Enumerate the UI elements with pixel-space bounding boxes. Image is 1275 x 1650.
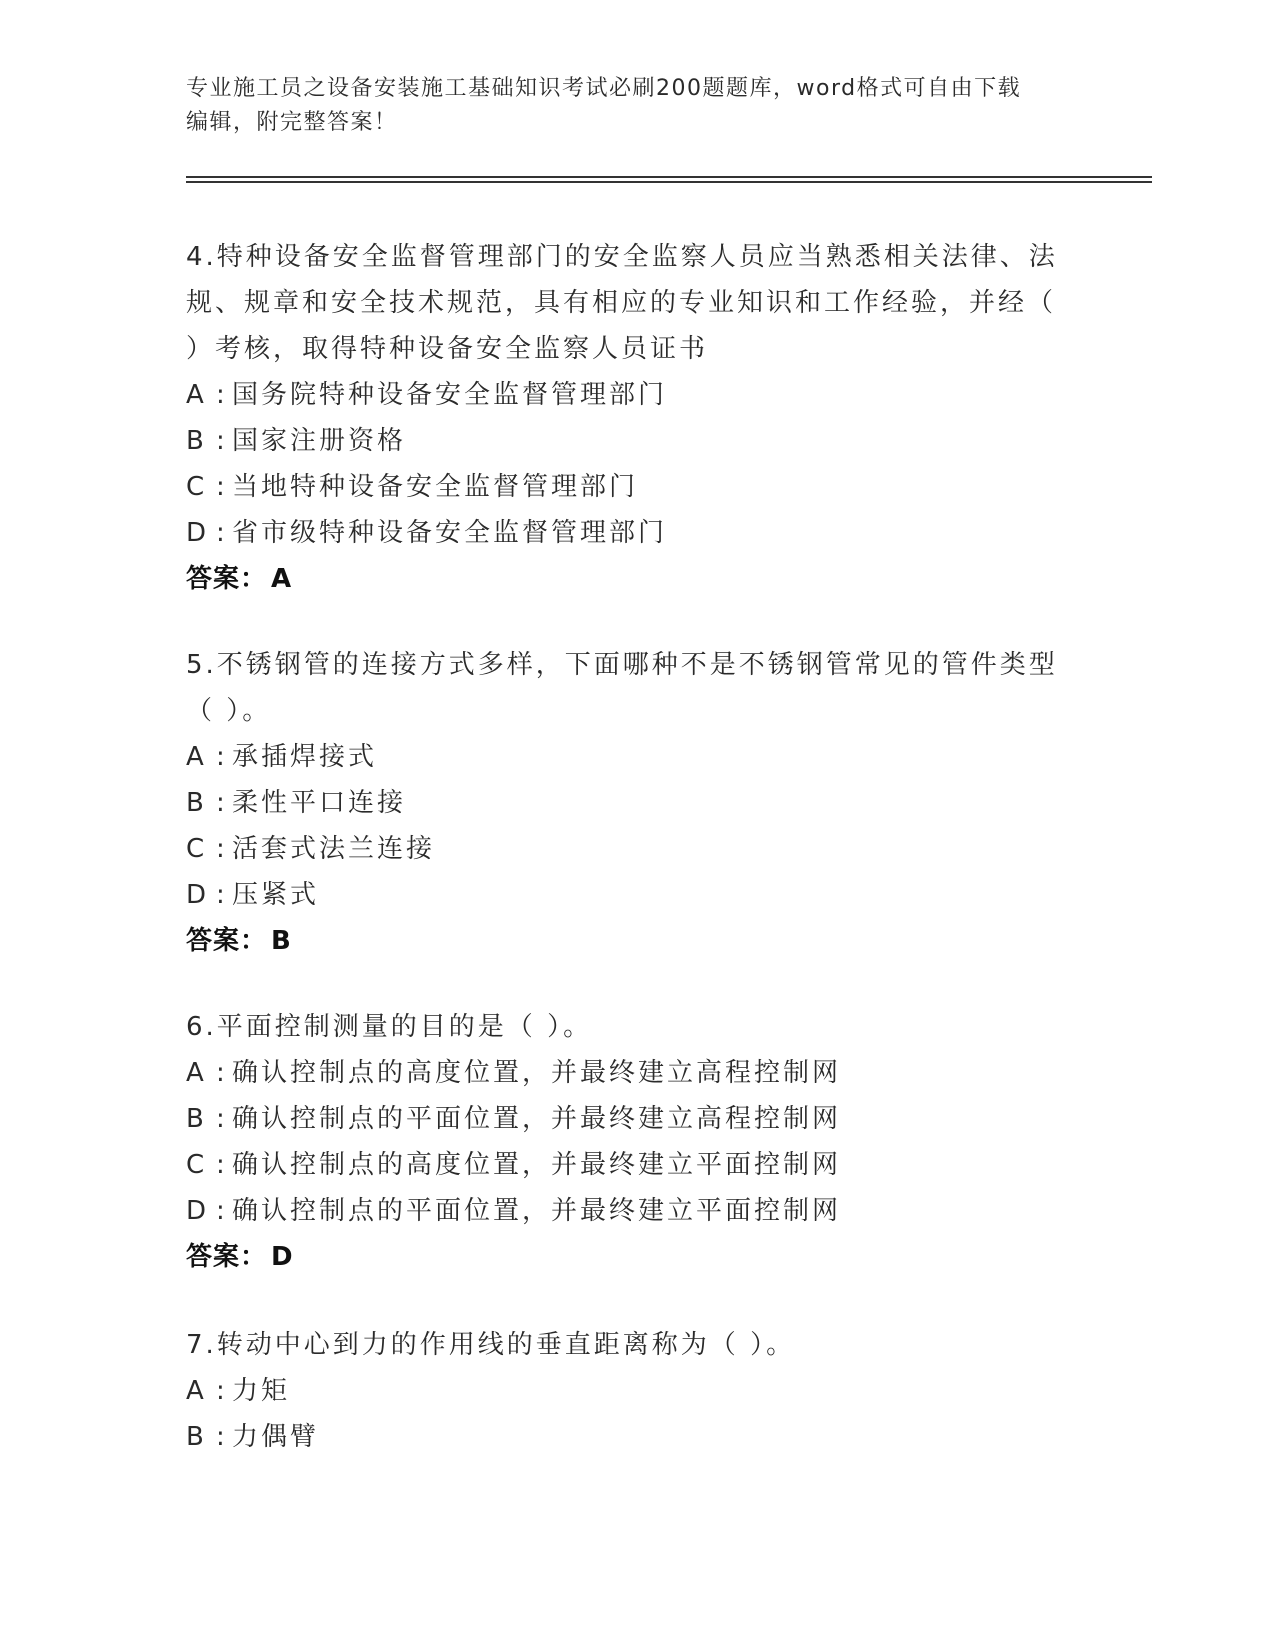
option-separator: : [216, 380, 225, 410]
option-letter: D [186, 880, 207, 910]
option-d [186, 872, 1086, 918]
option-separator: : [216, 518, 225, 548]
option-letter: A [186, 742, 204, 772]
question-stem-line: （ ）。 [186, 696, 272, 726]
answer-label: 答案： [186, 1242, 268, 1272]
question-6 [186, 1004, 1086, 1280]
question-stem-line: 5.不锈钢管的连接方式多样，下面哪种不是不锈钢管常见的管件类型 [186, 650, 1058, 680]
option-separator: : [216, 742, 225, 772]
option-text: 省市级特种设备安全监督管理部门 [232, 518, 668, 548]
option-text: 国务院特种设备安全监督管理部门 [232, 380, 668, 410]
option-text: 活套式法兰连接 [232, 834, 436, 864]
option-text: 承插焊接式 [232, 742, 378, 772]
option-separator: : [216, 1150, 225, 1180]
option-b [186, 418, 1086, 464]
question-stem-line: 4.特种设备安全监督管理部门的安全监察人员应当熟悉相关法律、法 [186, 242, 1058, 272]
option-a [186, 1050, 1086, 1096]
question-stem-line: 7.转动中心到力的作用线的垂直距离称为（ ）。 [186, 1330, 796, 1360]
option-separator: : [216, 834, 225, 864]
option-separator: : [216, 472, 225, 502]
option-b [186, 780, 1086, 826]
option-text: 国家注册资格 [232, 426, 407, 456]
option-separator: : [216, 1376, 225, 1406]
option-separator: : [216, 1422, 225, 1452]
option-text: 当地特种设备安全监督管理部门 [232, 472, 639, 502]
option-letter: C [186, 1150, 205, 1180]
answer-line [186, 556, 1086, 602]
option-letter: D [186, 1196, 207, 1226]
option-text: 确认控制点的平面位置，并最终建立平面控制网 [232, 1196, 842, 1226]
answer-line [186, 1234, 1086, 1280]
option-letter: C [186, 472, 205, 502]
option-d [186, 1188, 1086, 1234]
option-separator: : [216, 1058, 225, 1088]
header-divider-top [186, 176, 1152, 178]
option-letter: D [186, 518, 207, 548]
option-separator: : [216, 426, 225, 456]
option-text: 力矩 [232, 1376, 291, 1406]
header-line-2: 编辑，附完整答案！ [186, 110, 398, 135]
answer-value: D [271, 1242, 294, 1272]
option-letter: B [186, 788, 204, 818]
header-line-1: 专业施工员之设备安装施工基础知识考试必刷200题题库，word格式可自由下载 [186, 76, 1022, 101]
option-b [186, 1096, 1086, 1142]
document-header [186, 72, 1076, 140]
option-b [186, 1414, 1086, 1460]
header-divider-bottom [186, 181, 1152, 183]
question-stem-line: ）考核，取得特种设备安全监察人员证书 [186, 334, 709, 364]
option-text: 确认控制点的平面位置，并最终建立高程控制网 [232, 1104, 842, 1134]
option-letter: A [186, 1058, 204, 1088]
answer-label: 答案： [186, 926, 268, 956]
option-letter: A [186, 380, 204, 410]
option-c [186, 1142, 1086, 1188]
option-letter: C [186, 834, 205, 864]
question-stem-line: 6.平面控制测量的目的是（ ）。 [186, 1012, 593, 1042]
question-stem-line: 规、规章和安全技术规范，具有相应的专业知识和工作经验，并经（ [186, 288, 1057, 318]
option-c [186, 826, 1086, 872]
option-text: 确认控制点的高度位置，并最终建立平面控制网 [232, 1150, 842, 1180]
option-letter: B [186, 1104, 204, 1134]
answer-line [186, 918, 1086, 964]
option-letter: A [186, 1376, 204, 1406]
option-separator: : [216, 880, 225, 910]
option-letter: B [186, 1422, 204, 1452]
option-separator: : [216, 1196, 225, 1226]
option-letter: B [186, 426, 204, 456]
option-a [186, 1368, 1086, 1414]
option-c [186, 464, 1086, 510]
answer-label: 答案： [186, 564, 268, 594]
option-text: 柔性平口连接 [232, 788, 407, 818]
question-4 [186, 234, 1086, 602]
option-a [186, 372, 1086, 418]
option-text: 压紧式 [232, 880, 320, 910]
option-separator: : [216, 788, 225, 818]
option-d [186, 510, 1086, 556]
question-5 [186, 642, 1086, 964]
answer-value: A [271, 564, 293, 594]
answer-value: B [271, 926, 292, 956]
question-7 [186, 1322, 1086, 1460]
option-text: 力偶臂 [232, 1422, 320, 1452]
option-a [186, 734, 1086, 780]
option-text: 确认控制点的高度位置，并最终建立高程控制网 [232, 1058, 842, 1088]
option-separator: : [216, 1104, 225, 1134]
